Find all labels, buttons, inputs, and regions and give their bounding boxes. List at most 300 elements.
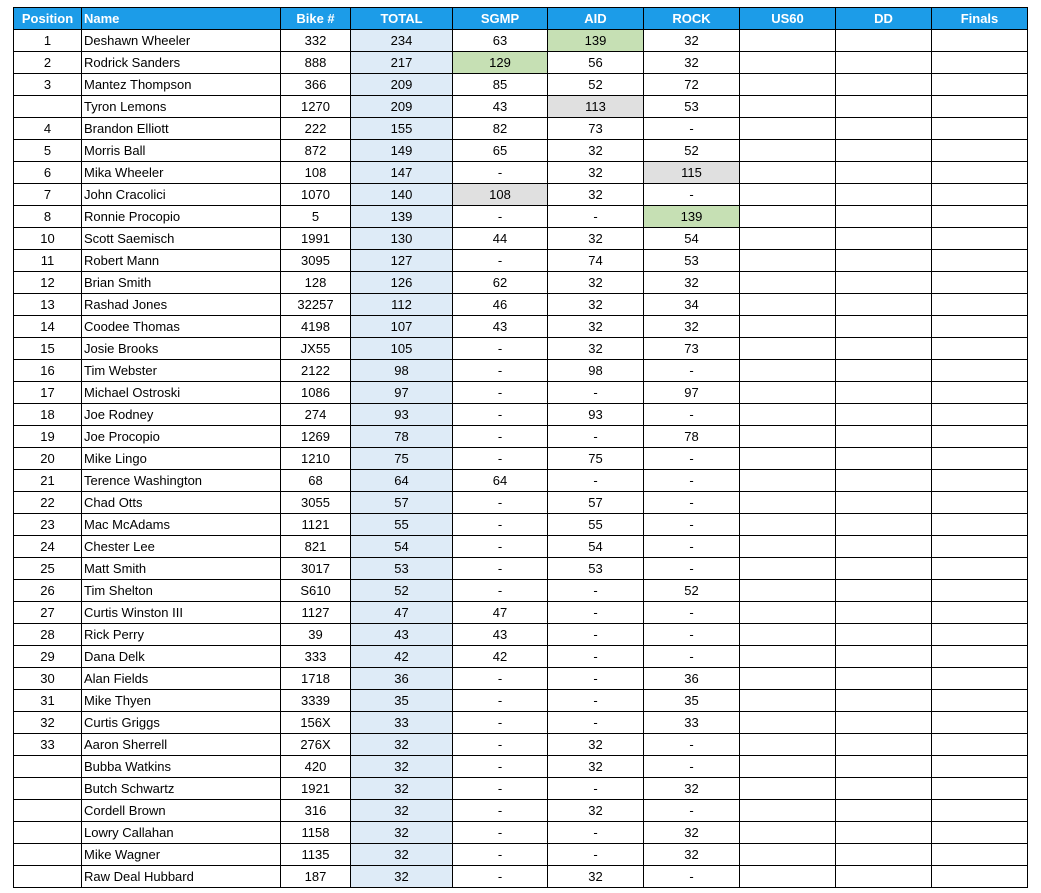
dd-cell[interactable] [836, 228, 932, 250]
sgmp-cell[interactable]: 85 [453, 74, 548, 96]
sgmp-cell[interactable]: - [453, 712, 548, 734]
finals-cell[interactable] [932, 360, 1028, 382]
position-cell[interactable]: 27 [14, 602, 82, 624]
name-cell[interactable]: Mike Wagner [82, 844, 281, 866]
rock-cell[interactable]: 32 [644, 822, 740, 844]
name-cell[interactable]: Dana Delk [82, 646, 281, 668]
total-cell[interactable]: 149 [351, 140, 453, 162]
position-cell[interactable]: 10 [14, 228, 82, 250]
total-cell[interactable]: 35 [351, 690, 453, 712]
finals-cell[interactable] [932, 514, 1028, 536]
dd-cell[interactable] [836, 118, 932, 140]
aid-cell[interactable]: - [548, 646, 644, 668]
name-cell[interactable]: Mika Wheeler [82, 162, 281, 184]
finals-cell[interactable] [932, 624, 1028, 646]
dd-cell[interactable] [836, 52, 932, 74]
sgmp-cell[interactable]: 65 [453, 140, 548, 162]
dd-cell[interactable] [836, 822, 932, 844]
name-cell[interactable]: Scott Saemisch [82, 228, 281, 250]
total-cell[interactable]: 75 [351, 448, 453, 470]
dd-cell[interactable] [836, 602, 932, 624]
us60-cell[interactable] [740, 294, 836, 316]
dd-cell[interactable] [836, 338, 932, 360]
total-cell[interactable]: 57 [351, 492, 453, 514]
position-cell[interactable]: 6 [14, 162, 82, 184]
bike-number-cell[interactable]: 420 [281, 756, 351, 778]
bike-number-cell[interactable]: 1718 [281, 668, 351, 690]
sgmp-cell[interactable]: - [453, 580, 548, 602]
name-cell[interactable]: Rashad Jones [82, 294, 281, 316]
us60-cell[interactable] [740, 338, 836, 360]
rock-cell[interactable]: - [644, 118, 740, 140]
rock-cell[interactable]: - [644, 734, 740, 756]
position-cell[interactable]: 20 [14, 448, 82, 470]
bike-number-cell[interactable]: 68 [281, 470, 351, 492]
us60-cell[interactable] [740, 448, 836, 470]
total-cell[interactable]: 147 [351, 162, 453, 184]
bike-number-cell[interactable]: 3055 [281, 492, 351, 514]
rock-cell[interactable]: 32 [644, 272, 740, 294]
position-cell[interactable]: 16 [14, 360, 82, 382]
rock-cell[interactable]: 32 [644, 844, 740, 866]
bike-number-cell[interactable]: 39 [281, 624, 351, 646]
dd-cell[interactable] [836, 206, 932, 228]
us60-cell[interactable] [740, 272, 836, 294]
aid-cell[interactable]: 32 [548, 228, 644, 250]
total-cell[interactable]: 209 [351, 96, 453, 118]
column-header-aid[interactable]: AID [548, 8, 644, 30]
rock-cell[interactable]: - [644, 360, 740, 382]
position-cell[interactable]: 1 [14, 30, 82, 52]
name-cell[interactable]: Tyron Lemons [82, 96, 281, 118]
dd-cell[interactable] [836, 580, 932, 602]
finals-cell[interactable] [932, 778, 1028, 800]
bike-number-cell[interactable]: 108 [281, 162, 351, 184]
total-cell[interactable]: 33 [351, 712, 453, 734]
sgmp-cell[interactable]: 46 [453, 294, 548, 316]
sgmp-cell[interactable]: - [453, 404, 548, 426]
total-cell[interactable]: 107 [351, 316, 453, 338]
sgmp-cell[interactable]: 64 [453, 470, 548, 492]
sgmp-cell[interactable]: 62 [453, 272, 548, 294]
finals-cell[interactable] [932, 382, 1028, 404]
finals-cell[interactable] [932, 646, 1028, 668]
position-cell[interactable]: 32 [14, 712, 82, 734]
total-cell[interactable]: 32 [351, 778, 453, 800]
column-header-position[interactable]: Position [14, 8, 82, 30]
aid-cell[interactable]: 32 [548, 800, 644, 822]
bike-number-cell[interactable]: 1086 [281, 382, 351, 404]
total-cell[interactable]: 55 [351, 514, 453, 536]
bike-number-cell[interactable]: 276X [281, 734, 351, 756]
sgmp-cell[interactable]: - [453, 756, 548, 778]
total-cell[interactable]: 155 [351, 118, 453, 140]
rock-cell[interactable]: 53 [644, 96, 740, 118]
position-cell[interactable] [14, 866, 82, 888]
finals-cell[interactable] [932, 74, 1028, 96]
aid-cell[interactable]: 32 [548, 294, 644, 316]
us60-cell[interactable] [740, 668, 836, 690]
finals-cell[interactable] [932, 822, 1028, 844]
aid-cell[interactable]: 32 [548, 162, 644, 184]
name-cell[interactable]: Curtis Winston III [82, 602, 281, 624]
bike-number-cell[interactable]: 5 [281, 206, 351, 228]
sgmp-cell[interactable]: - [453, 162, 548, 184]
sgmp-cell[interactable]: 42 [453, 646, 548, 668]
dd-cell[interactable] [836, 162, 932, 184]
finals-cell[interactable] [932, 492, 1028, 514]
aid-cell[interactable]: - [548, 778, 644, 800]
us60-cell[interactable] [740, 184, 836, 206]
dd-cell[interactable] [836, 690, 932, 712]
total-cell[interactable]: 64 [351, 470, 453, 492]
name-cell[interactable]: Rick Perry [82, 624, 281, 646]
rock-cell[interactable]: 78 [644, 426, 740, 448]
finals-cell[interactable] [932, 118, 1028, 140]
us60-cell[interactable] [740, 734, 836, 756]
aid-cell[interactable]: 32 [548, 184, 644, 206]
aid-cell[interactable]: - [548, 426, 644, 448]
bike-number-cell[interactable]: 316 [281, 800, 351, 822]
dd-cell[interactable] [836, 734, 932, 756]
position-cell[interactable]: 26 [14, 580, 82, 602]
total-cell[interactable]: 47 [351, 602, 453, 624]
bike-number-cell[interactable]: 333 [281, 646, 351, 668]
total-cell[interactable]: 126 [351, 272, 453, 294]
bike-number-cell[interactable]: 222 [281, 118, 351, 140]
aid-cell[interactable]: - [548, 470, 644, 492]
finals-cell[interactable] [932, 668, 1028, 690]
aid-cell[interactable]: 113 [548, 96, 644, 118]
name-cell[interactable]: Lowry Callahan [82, 822, 281, 844]
rock-cell[interactable]: 32 [644, 30, 740, 52]
finals-cell[interactable] [932, 338, 1028, 360]
bike-number-cell[interactable]: 1158 [281, 822, 351, 844]
position-cell[interactable]: 13 [14, 294, 82, 316]
total-cell[interactable]: 53 [351, 558, 453, 580]
finals-cell[interactable] [932, 448, 1028, 470]
dd-cell[interactable] [836, 140, 932, 162]
name-cell[interactable]: Alan Fields [82, 668, 281, 690]
name-cell[interactable]: Robert Mann [82, 250, 281, 272]
position-cell[interactable]: 11 [14, 250, 82, 272]
us60-cell[interactable] [740, 712, 836, 734]
sgmp-cell[interactable]: 43 [453, 624, 548, 646]
us60-cell[interactable] [740, 822, 836, 844]
rock-cell[interactable]: 97 [644, 382, 740, 404]
us60-cell[interactable] [740, 74, 836, 96]
total-cell[interactable]: 42 [351, 646, 453, 668]
bike-number-cell[interactable]: JX55 [281, 338, 351, 360]
rock-cell[interactable]: 52 [644, 580, 740, 602]
sgmp-cell[interactable]: - [453, 338, 548, 360]
sgmp-cell[interactable]: - [453, 866, 548, 888]
rock-cell[interactable]: 73 [644, 338, 740, 360]
total-cell[interactable]: 52 [351, 580, 453, 602]
name-cell[interactable]: Chester Lee [82, 536, 281, 558]
name-cell[interactable]: Raw Deal Hubbard [82, 866, 281, 888]
name-cell[interactable]: Mantez Thompson [82, 74, 281, 96]
sgmp-cell[interactable]: - [453, 734, 548, 756]
column-header-bike[interactable]: Bike # [281, 8, 351, 30]
dd-cell[interactable] [836, 778, 932, 800]
sgmp-cell[interactable]: 43 [453, 96, 548, 118]
aid-cell[interactable]: 32 [548, 140, 644, 162]
dd-cell[interactable] [836, 272, 932, 294]
position-cell[interactable]: 24 [14, 536, 82, 558]
name-cell[interactable]: Brian Smith [82, 272, 281, 294]
finals-cell[interactable] [932, 426, 1028, 448]
rock-cell[interactable]: - [644, 470, 740, 492]
name-cell[interactable]: Coodee Thomas [82, 316, 281, 338]
aid-cell[interactable]: 93 [548, 404, 644, 426]
dd-cell[interactable] [836, 492, 932, 514]
position-cell[interactable] [14, 778, 82, 800]
rock-cell[interactable]: 32 [644, 316, 740, 338]
total-cell[interactable]: 127 [351, 250, 453, 272]
name-cell[interactable]: Tim Webster [82, 360, 281, 382]
total-cell[interactable]: 93 [351, 404, 453, 426]
total-cell[interactable]: 32 [351, 844, 453, 866]
position-cell[interactable] [14, 800, 82, 822]
bike-number-cell[interactable]: 1127 [281, 602, 351, 624]
bike-number-cell[interactable]: 1270 [281, 96, 351, 118]
rock-cell[interactable]: - [644, 184, 740, 206]
sgmp-cell[interactable]: - [453, 558, 548, 580]
rock-cell[interactable]: 54 [644, 228, 740, 250]
rock-cell[interactable]: - [644, 558, 740, 580]
bike-number-cell[interactable]: 1121 [281, 514, 351, 536]
dd-cell[interactable] [836, 382, 932, 404]
rock-cell[interactable]: - [644, 404, 740, 426]
position-cell[interactable]: 17 [14, 382, 82, 404]
sgmp-cell[interactable]: - [453, 360, 548, 382]
aid-cell[interactable]: 52 [548, 74, 644, 96]
finals-cell[interactable] [932, 162, 1028, 184]
position-cell[interactable]: 12 [14, 272, 82, 294]
dd-cell[interactable] [836, 360, 932, 382]
us60-cell[interactable] [740, 844, 836, 866]
us60-cell[interactable] [740, 492, 836, 514]
column-header-dd[interactable]: DD [836, 8, 932, 30]
us60-cell[interactable] [740, 206, 836, 228]
bike-number-cell[interactable]: 1921 [281, 778, 351, 800]
us60-cell[interactable] [740, 162, 836, 184]
rock-cell[interactable]: - [644, 602, 740, 624]
total-cell[interactable]: 32 [351, 734, 453, 756]
sgmp-cell[interactable]: 108 [453, 184, 548, 206]
us60-cell[interactable] [740, 800, 836, 822]
position-cell[interactable] [14, 756, 82, 778]
us60-cell[interactable] [740, 404, 836, 426]
us60-cell[interactable] [740, 250, 836, 272]
position-cell[interactable]: 33 [14, 734, 82, 756]
us60-cell[interactable] [740, 382, 836, 404]
finals-cell[interactable] [932, 800, 1028, 822]
bike-number-cell[interactable]: 4198 [281, 316, 351, 338]
column-header-rock[interactable]: ROCK [644, 8, 740, 30]
sgmp-cell[interactable]: - [453, 426, 548, 448]
us60-cell[interactable] [740, 52, 836, 74]
rock-cell[interactable]: 53 [644, 250, 740, 272]
bike-number-cell[interactable]: 156X [281, 712, 351, 734]
dd-cell[interactable] [836, 30, 932, 52]
position-cell[interactable]: 28 [14, 624, 82, 646]
finals-cell[interactable] [932, 470, 1028, 492]
aid-cell[interactable]: - [548, 206, 644, 228]
rock-cell[interactable]: 35 [644, 690, 740, 712]
dd-cell[interactable] [836, 184, 932, 206]
sgmp-cell[interactable]: - [453, 668, 548, 690]
sgmp-cell[interactable]: - [453, 206, 548, 228]
rock-cell[interactable]: 34 [644, 294, 740, 316]
rock-cell[interactable]: 52 [644, 140, 740, 162]
sgmp-cell[interactable]: - [453, 822, 548, 844]
total-cell[interactable]: 32 [351, 822, 453, 844]
bike-number-cell[interactable]: 3095 [281, 250, 351, 272]
aid-cell[interactable]: 32 [548, 316, 644, 338]
position-cell[interactable]: 23 [14, 514, 82, 536]
aid-cell[interactable]: - [548, 712, 644, 734]
us60-cell[interactable] [740, 30, 836, 52]
dd-cell[interactable] [836, 426, 932, 448]
name-cell[interactable]: Ronnie Procopio [82, 206, 281, 228]
position-cell[interactable] [14, 96, 82, 118]
finals-cell[interactable] [932, 734, 1028, 756]
total-cell[interactable]: 139 [351, 206, 453, 228]
name-cell[interactable]: Brandon Elliott [82, 118, 281, 140]
total-cell[interactable]: 32 [351, 866, 453, 888]
dd-cell[interactable] [836, 668, 932, 690]
aid-cell[interactable]: - [548, 668, 644, 690]
name-cell[interactable]: Morris Ball [82, 140, 281, 162]
us60-cell[interactable] [740, 646, 836, 668]
us60-cell[interactable] [740, 118, 836, 140]
dd-cell[interactable] [836, 514, 932, 536]
rock-cell[interactable]: - [644, 756, 740, 778]
us60-cell[interactable] [740, 756, 836, 778]
aid-cell[interactable]: 73 [548, 118, 644, 140]
rock-cell[interactable]: - [644, 646, 740, 668]
aid-cell[interactable]: 74 [548, 250, 644, 272]
total-cell[interactable]: 112 [351, 294, 453, 316]
us60-cell[interactable] [740, 778, 836, 800]
position-cell[interactable]: 8 [14, 206, 82, 228]
us60-cell[interactable] [740, 536, 836, 558]
rock-cell[interactable]: - [644, 624, 740, 646]
total-cell[interactable]: 209 [351, 74, 453, 96]
dd-cell[interactable] [836, 558, 932, 580]
dd-cell[interactable] [836, 844, 932, 866]
sgmp-cell[interactable]: - [453, 492, 548, 514]
name-cell[interactable]: Mike Lingo [82, 448, 281, 470]
total-cell[interactable]: 97 [351, 382, 453, 404]
total-cell[interactable]: 140 [351, 184, 453, 206]
aid-cell[interactable]: - [548, 822, 644, 844]
us60-cell[interactable] [740, 866, 836, 888]
position-cell[interactable]: 21 [14, 470, 82, 492]
finals-cell[interactable] [932, 30, 1028, 52]
aid-cell[interactable]: 32 [548, 756, 644, 778]
name-cell[interactable]: Terence Washington [82, 470, 281, 492]
aid-cell[interactable]: - [548, 382, 644, 404]
finals-cell[interactable] [932, 206, 1028, 228]
sgmp-cell[interactable]: - [453, 778, 548, 800]
aid-cell[interactable]: 32 [548, 338, 644, 360]
us60-cell[interactable] [740, 558, 836, 580]
column-header-sgmp[interactable]: SGMP [453, 8, 548, 30]
total-cell[interactable]: 78 [351, 426, 453, 448]
dd-cell[interactable] [836, 294, 932, 316]
column-header-finals[interactable]: Finals [932, 8, 1028, 30]
name-cell[interactable]: Deshawn Wheeler [82, 30, 281, 52]
dd-cell[interactable] [836, 646, 932, 668]
aid-cell[interactable]: 56 [548, 52, 644, 74]
sgmp-cell[interactable]: - [453, 536, 548, 558]
rock-cell[interactable]: 32 [644, 52, 740, 74]
dd-cell[interactable] [836, 316, 932, 338]
rock-cell[interactable]: - [644, 448, 740, 470]
name-cell[interactable]: Rodrick Sanders [82, 52, 281, 74]
name-cell[interactable]: Josie Brooks [82, 338, 281, 360]
name-cell[interactable]: Joe Rodney [82, 404, 281, 426]
position-cell[interactable]: 29 [14, 646, 82, 668]
aid-cell[interactable]: 98 [548, 360, 644, 382]
us60-cell[interactable] [740, 580, 836, 602]
rock-cell[interactable]: - [644, 536, 740, 558]
position-cell[interactable]: 31 [14, 690, 82, 712]
aid-cell[interactable]: - [548, 624, 644, 646]
sgmp-cell[interactable]: 63 [453, 30, 548, 52]
aid-cell[interactable]: 32 [548, 866, 644, 888]
sgmp-cell[interactable]: 82 [453, 118, 548, 140]
finals-cell[interactable] [932, 228, 1028, 250]
aid-cell[interactable]: - [548, 580, 644, 602]
bike-number-cell[interactable]: 1210 [281, 448, 351, 470]
rock-cell[interactable]: - [644, 800, 740, 822]
position-cell[interactable] [14, 844, 82, 866]
dd-cell[interactable] [836, 756, 932, 778]
us60-cell[interactable] [740, 140, 836, 162]
bike-number-cell[interactable]: 187 [281, 866, 351, 888]
finals-cell[interactable] [932, 536, 1028, 558]
bike-number-cell[interactable]: 1070 [281, 184, 351, 206]
position-cell[interactable] [14, 822, 82, 844]
name-cell[interactable]: Butch Schwartz [82, 778, 281, 800]
rock-cell[interactable]: - [644, 514, 740, 536]
bike-number-cell[interactable]: 32257 [281, 294, 351, 316]
bike-number-cell[interactable]: 128 [281, 272, 351, 294]
aid-cell[interactable]: 32 [548, 734, 644, 756]
dd-cell[interactable] [836, 536, 932, 558]
aid-cell[interactable]: 53 [548, 558, 644, 580]
dd-cell[interactable] [836, 712, 932, 734]
bike-number-cell[interactable]: 1135 [281, 844, 351, 866]
us60-cell[interactable] [740, 624, 836, 646]
sgmp-cell[interactable]: 129 [453, 52, 548, 74]
total-cell[interactable]: 36 [351, 668, 453, 690]
column-header-us60[interactable]: US60 [740, 8, 836, 30]
total-cell[interactable]: 234 [351, 30, 453, 52]
aid-cell[interactable]: - [548, 602, 644, 624]
total-cell[interactable]: 32 [351, 800, 453, 822]
name-cell[interactable]: Tim Shelton [82, 580, 281, 602]
dd-cell[interactable] [836, 470, 932, 492]
name-cell[interactable]: Matt Smith [82, 558, 281, 580]
position-cell[interactable]: 22 [14, 492, 82, 514]
rock-cell[interactable]: 36 [644, 668, 740, 690]
us60-cell[interactable] [740, 602, 836, 624]
